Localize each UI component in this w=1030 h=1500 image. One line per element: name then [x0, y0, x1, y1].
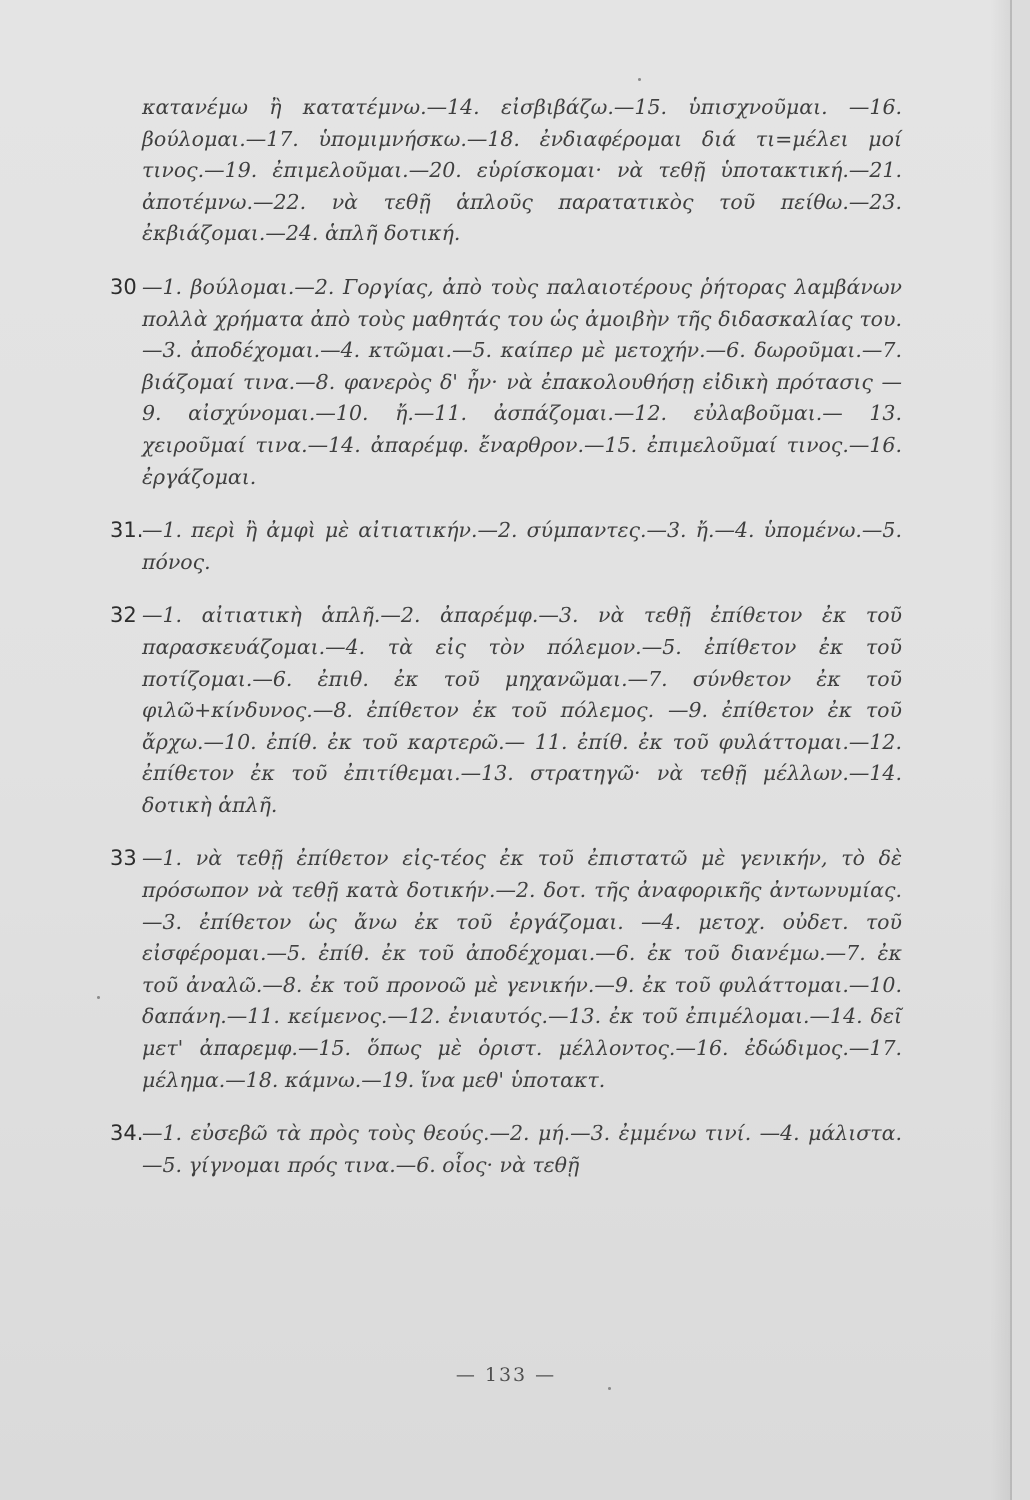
section-number: 31.: [110, 518, 144, 543]
section-text: —1. βούλομαι.—2. Γοργίας, ἀπὸ τοὺς παλαιοτέρους ῥήτορας λαμβάνων πολλὰ χρήματα ἀπὸ τοὺς μαθητάς του ὡς ἀμοιβὴν τῆς διδασκαλίας του.—3. ἀποδέχομαι.—4. κτῶμαι.—5. καίπερ μὲ μετοχήν.—6. δωροῦμαι.—7. βιάζομαί τινα.—8. φανερὸς δ' ἦν· νὰ ἐπακολουθήσῃ εἰδικὴ πρότασις —9. αἰσχύνομαι.—10. ἤ.—11. ἀσπάζομαι.—12. εὐλαβοῦμαι.— 13. χειροῦμαί τινα.—14. ἀπαρέμφ. ἔναρθρον.—15. ἐπιμελοῦμαί τινος.—16. ἐργάζομαι.: [142, 274, 902, 489]
paper-speck: [638, 78, 641, 81]
page-number: — 133 —: [455, 1364, 557, 1386]
section-30: [112, 272, 902, 493]
continuation-paragraph: [112, 92, 902, 250]
section-number: 30: [110, 274, 137, 299]
section-text: —1. περὶ ἢ ἀμφὶ μὲ αἰτιατικήν.—2. σύμπαντες.—3. ἤ.—4. ὑπομένω.—5. πόνος.: [142, 518, 902, 574]
section-32: [112, 600, 902, 821]
page-text: [112, 92, 902, 1203]
section-text: —1. νὰ τεθῇ ἐπίθετον εἰς-τέος ἐκ τοῦ ἐπιστατῶ μὲ γενικήν, τὸ δὲ πρόσωπον νὰ τεθῇ κατὰ δοτικήν.—2. δοτ. τῆς ἀναφορικῆς ἀντωνυμίας.—3. ἐπίθετον ὡς ἄνω ἐκ τοῦ ἐργάζομαι. —4. μετοχ. οὐδετ. τοῦ εἰσφέρομαι.—5. ἐπίθ. ἐκ τοῦ ἀποδέχομαι.—6. ἐκ τοῦ διανέμω.—7. ἐκ τοῦ ἀναλῶ.—8. ἐκ τοῦ προνοῶ μὲ γενικήν.—9. ἐκ τοῦ φυλάττομαι.—10. δαπάνη.—11. κείμενος.—12. ἐνιαυτός.—13. ἐκ τοῦ ἐπιμέλομαι.—14. δεῖ μετ' ἀπαρεμφ.—15. ὅπως μὲ ὁριστ. μέλλοντος.—16. ἐδώδιμος.—17. μέλημα.—18. κάμνω.—19. ἵνα μεθ' ὑποτακτ.: [142, 846, 902, 1092]
section-text: —1. αἰτιατικὴ ἁπλῆ.—2. ἀπαρέμφ.—3. νὰ τεθῇ ἐπίθετον ἐκ τοῦ παρασκευάζομαι.—4. τὰ εἰς τὸν πόλεμον.—5. ἐπίθετον ἐκ τοῦ ποτίζομαι.—6. ἐπιθ. ἐκ τοῦ μηχανῶμαι.—7. σύνθετον ἐκ τοῦ φιλῶ+κίνδυνος.—8. ἐπίθετον ἐκ τοῦ πόλεμος. —9. ἐπίθετον ἐκ τοῦ ἄρχω.—10. ἐπίθ. ἐκ τοῦ καρτερῶ.— 11. ἐπίθ. ἐκ τοῦ φυλάττομαι.—12. ἐπίθετον ἐκ τοῦ ἐπιτίθεμαι.—13. στρατηγῶ· νὰ τεθῇ μέλλων.—14. δοτικὴ ἁπλῆ.: [142, 603, 902, 817]
section-33: [112, 843, 902, 1096]
section-34: [112, 1118, 902, 1181]
section-number: 32: [110, 603, 137, 628]
section-number: 34.: [110, 1121, 144, 1146]
paper-speck: [97, 996, 100, 999]
continuation-text: κατανέμω ἢ κατατέμνω.—14. εἰσβιβάζω.—15. ὑπισχνοῦμαι. —16. βούλομαι.—17. ὑπομιμνήσκω.—18. ἐνδιαφέρομαι διά τι=μέλει μοί τινος.—19. ἐπιμελοῦμαι.—20. εὑρίσκομαι· νὰ τεθῇ ὑποτακτική.—21. ἀποτέμνω.—22. νὰ τεθῇ ἁπλοῦς παρατατικὸς τοῦ πείθω.—23. ἐκβιάζομαι.—24. ἁπλῆ δοτική.: [142, 95, 902, 246]
paper-speck: [608, 1387, 611, 1390]
section-31: [112, 515, 902, 578]
section-number: 33: [110, 846, 137, 871]
section-text: —1. εὐσεβῶ τὰ πρὸς τοὺς θεούς.—2. μή.—3. ἐμμένω τινί. —4. μάλιστα.—5. γίγνομαι πρός τινα.—6. οἷος· νὰ τεθῇ: [142, 1121, 902, 1177]
